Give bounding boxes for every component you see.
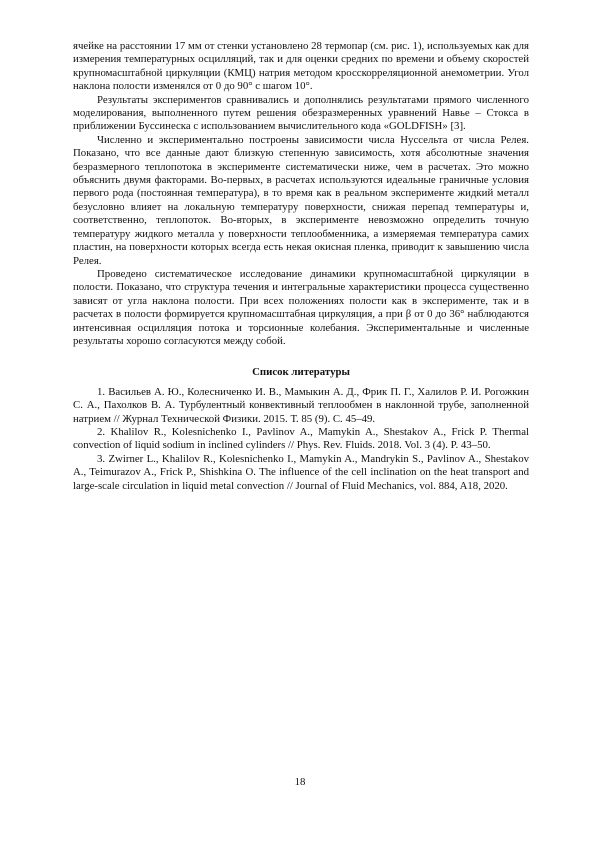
body-paragraph-3: Численно и экспериментально построены зависимости числа Нуссельта от числа Релея. Показано, что все данные дают близкую степенную зависимость, хотя абсолютные значения безразмерного теплопотока в эксперименте систематически ниже, чем в расчетах. Это можно объяснить двумя факторами. Во-первых, в расчетах используются идеальные граничные условия первого рода (постоянная температура), в то время как в реальном эксперименте жидкий металл безусловно влияет на локальную температуру поверхности, снижая перепад температуры и, соответственно, теплопоток. Во-вторых, в эксперименте невозможно определить точную температуру жидкого металла у поверхности теплообменника, а измеряемая температура самих пластин, на поверхности которых всегда есть некая окисная пленка, приводит к завышению числа Релея. <box>73 133 529 267</box>
body-paragraph-1: ячейке на расстоянии 17 мм от стенки установлено 28 термопар (см. рис. 1), используемых как для измерения температурных осцилляций, так и для оценки средних по времени и объему скоростей крупномасштабной циркуляции (КМЦ) натрия методом кросскорреляционной анемометрии. Угол наклона полости изменялся от 0 до 90° с шагом 10°. <box>73 40 529 93</box>
reference-item-2: 2. Khalilov R., Kolesnichenko I., Pavlinov A., Mamykin A., Shestakov A., Frick P. Thermal convection of liquid sodium in inclined cylinders // Phys. Rev. Fluids. 2018. Vol. 3 (4). P. 43–50. <box>73 425 529 452</box>
body-paragraph-2: Результаты экспериментов сравнивались и дополнялись результатами прямого численного моделирования, выполненного путем решения обезразмеренных уравнений Навье – Стокса в приближении Буссинеска с использованием вычислительного кода «GOLDFISH» [3]. <box>73 93 529 133</box>
body-paragraph-4: Проведено систематическое исследование динамики крупномасштабной циркуляции в полости. Показано, что структура течения и интегральные характеристики процесса существенно зависят от угла наклона полости. При всех положениях полости как в эксперименте, так и в расчетах в полости формируется крупномасштабная циркуляция, а при β от 0 до 36° наблюдаются интенсивная осцилляция потока и торсионные колебания. Экспериментальные и численные результаты хорошо согласуются между собой. <box>73 267 529 347</box>
references-title: Список литературы <box>252 366 350 379</box>
page-content <box>73 40 529 493</box>
page-number: 18 <box>294 776 306 788</box>
reference-item-3: 3. Zwirner L., Khalilov R., Kolesnichenko I., Mamykin A., Mandrykin S., Pavlinov A., Shestakov A., Teimurazov A., Frick P., Shishkina O. The influence of the cell inclination on the heat transport and large-scale circulation in liquid metal convection // Journal of Fluid Mechanics, vol. 884, A18, 2020. <box>73 452 529 492</box>
reference-item-1: 1. Васильев А. Ю., Колесниченко И. В., Мамыкин А. Д., Фрик П. Г., Халилов Р. И. Рогожкин С. А., Пахолков В. А. Турбулентный конвективный теплообмен в наклонной трубе, заполненной натрием // Журнал Технической Физики. 2015. Т. 85 (9). С. 45–49. <box>73 385 529 425</box>
references-list <box>73 386 529 493</box>
